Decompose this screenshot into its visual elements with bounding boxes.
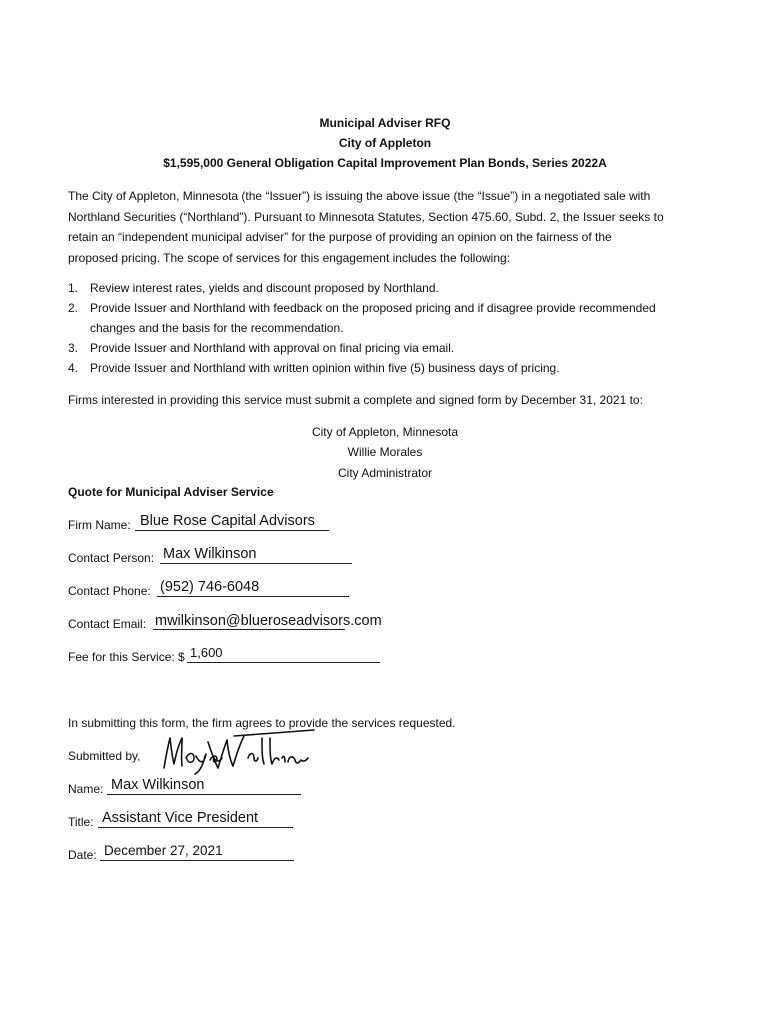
- list-text: [90, 298, 705, 338]
- list-text: Provide Issuer and Northland with written opinion within five (5) business days of pricing.: [90, 361, 560, 375]
- intro-paragraph: [68, 186, 708, 268]
- contact-phone-field[interactable]: (952) 746-6048: [160, 579, 260, 595]
- date-field[interactable]: December 27, 2021: [104, 843, 223, 858]
- address-line: Willie Morales: [347, 445, 423, 459]
- name-label: Name:: [68, 782, 104, 796]
- submitted-by-label: Submitted by,: [68, 749, 141, 763]
- contact-person-line: [160, 563, 352, 564]
- fee-line: [187, 662, 380, 663]
- firm-name-line: [135, 530, 329, 531]
- contact-email-label: Contact Email:: [68, 617, 147, 631]
- list-text-line: changes and the basis for the recommendation.: [90, 321, 344, 335]
- contact-phone-line: [157, 596, 349, 597]
- agreement-statement: In submitting this form, the firm agrees to provide the services requested.: [68, 716, 456, 730]
- name-field[interactable]: Max Wilkinson: [111, 777, 205, 793]
- title-label: Title:: [68, 815, 94, 829]
- list-text-line: Provide Issuer and Northland with feedback on the proposed pricing and if disagree provide recommended: [90, 301, 656, 315]
- fee-field[interactable]: 1,600: [190, 645, 223, 660]
- address-line: City Administrator: [337, 466, 433, 480]
- intro-line: proposed pricing. The scope of services for this engagement includes the following:: [68, 250, 511, 265]
- title-line: [98, 827, 293, 828]
- firm-name-field[interactable]: Blue Rose Capital Advisors: [140, 513, 315, 529]
- intro-line: Northland Securities (“Northland”). Pursuant to Minnesota Statutes, Section 475.60, Subd. 2, the Issuer seeks to: [68, 209, 664, 224]
- handwritten-signature: [158, 728, 318, 776]
- firm-name-label: Firm Name:: [68, 518, 131, 532]
- list-text: Review interest rates, yields and discount proposed by Northland.: [90, 281, 439, 295]
- list-number: 4.: [68, 361, 79, 375]
- list-number: 2.: [68, 301, 79, 315]
- submission-note: Firms interested in providing this service must submit a complete and signed form by December 31, 2021 to:: [68, 393, 643, 407]
- quote-heading: Quote for Municipal Adviser Service: [68, 485, 274, 499]
- contact-person-field[interactable]: Max Wilkinson: [163, 546, 257, 562]
- contact-email-field[interactable]: mwilkinson@blueroseadvisors.com: [155, 613, 382, 629]
- document-title: Municipal Adviser RFQ: [319, 116, 451, 130]
- fee-label: Fee for this Service: $: [68, 650, 185, 664]
- contact-person-label: Contact Person:: [68, 551, 155, 565]
- document-city: City of Appleton: [338, 136, 432, 150]
- contact-email-line: [153, 629, 345, 630]
- address-line: City of Appleton, Minnesota: [311, 425, 459, 439]
- name-line: [107, 794, 301, 795]
- list-number: 1.: [68, 281, 79, 295]
- date-line: [100, 860, 294, 861]
- contact-phone-label: Contact Phone:: [68, 584, 151, 598]
- intro-line: The City of Appleton, Minnesota (the “Issuer”) is issuing the above issue (the “Issue”) in a negotiated sale with: [68, 189, 651, 203]
- title-field[interactable]: Assistant Vice President: [102, 810, 259, 826]
- intro-line: retain an “independent municipal adviser” for the purpose of providing an opinion on the fairness of the: [68, 230, 612, 244]
- list-text: Provide Issuer and Northland with approval on final pricing via email.: [90, 341, 455, 355]
- list-number: 3.: [68, 341, 79, 355]
- document-bond-title: $1,595,000 General Obligation Capital Improvement Plan Bonds, Series 2022A: [163, 156, 607, 170]
- date-label: Date:: [68, 848, 97, 862]
